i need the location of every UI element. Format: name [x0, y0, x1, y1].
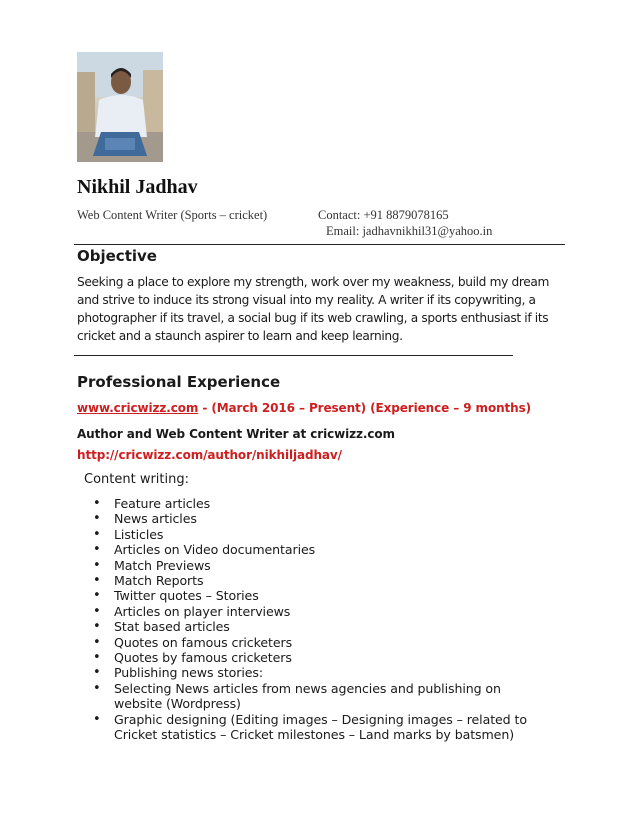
- experience-heading: Professional Experience: [77, 373, 281, 391]
- experience-site-line: [77, 401, 531, 415]
- list-item: • Listicles: [80, 527, 550, 542]
- author-profile-link[interactable]: http://cricwizz.com/author/nikhiljadhav/: [77, 448, 342, 462]
- objective-text: Seeking a place to explore my strength, work over my weakness, build my dream and strive to induce its strong visual into my reality. A writer if its copywriting, a photographer if its travel, a social bug if its web crawling, a sports enthusiast if its cricket and a staunch aspirer to learn and keep learning.: [77, 275, 550, 343]
- list-item: • Graphic designing (Editing images – Designing images – related to Cricket statistics – Cricket milestones – Land marks by batsmen): [80, 712, 550, 743]
- list-item: • Match Previews: [80, 558, 550, 573]
- list-item: • Quotes on famous cricketers: [80, 635, 550, 650]
- content-writing-list: [80, 496, 550, 743]
- list-item: • Match Reports: [80, 573, 550, 588]
- candidate-name: Nikhil Jadhav: [77, 176, 198, 198]
- experience-period: - (March 2016 – Present) (Experience – 9 months): [198, 401, 532, 415]
- list-item: • Twitter quotes – Stories: [80, 588, 550, 603]
- cricwizz-link[interactable]: www.cricwizz.com: [77, 401, 199, 415]
- list-item: • News articles: [80, 511, 550, 526]
- list-item: • Feature articles: [80, 496, 550, 511]
- list-item: • Selecting News articles from news agencies and publishing on website (Wordpress): [80, 681, 550, 712]
- content-writing-label: Content writing:: [84, 472, 190, 487]
- list-item: • Articles on player interviews: [80, 604, 550, 619]
- contact-phone: Contact: +91 8879078165: [318, 208, 449, 222]
- job-role: Web Content Writer (Sports – cricket): [77, 208, 268, 222]
- header-divider: [74, 244, 565, 245]
- list-item: • Quotes by famous cricketers: [80, 650, 550, 665]
- contact-email: Email: jadhavnikhil31@yahoo.in: [326, 224, 493, 238]
- profile-photo: [77, 52, 163, 162]
- list-item: • Articles on Video documentaries: [80, 542, 550, 557]
- job-title: Author and Web Content Writer at cricwizz.com: [77, 427, 395, 441]
- list-item: • Publishing news stories:: [80, 665, 550, 680]
- objective-heading: Objective: [77, 247, 157, 265]
- section-divider: [74, 355, 513, 356]
- list-item: • Stat based articles: [80, 619, 550, 634]
